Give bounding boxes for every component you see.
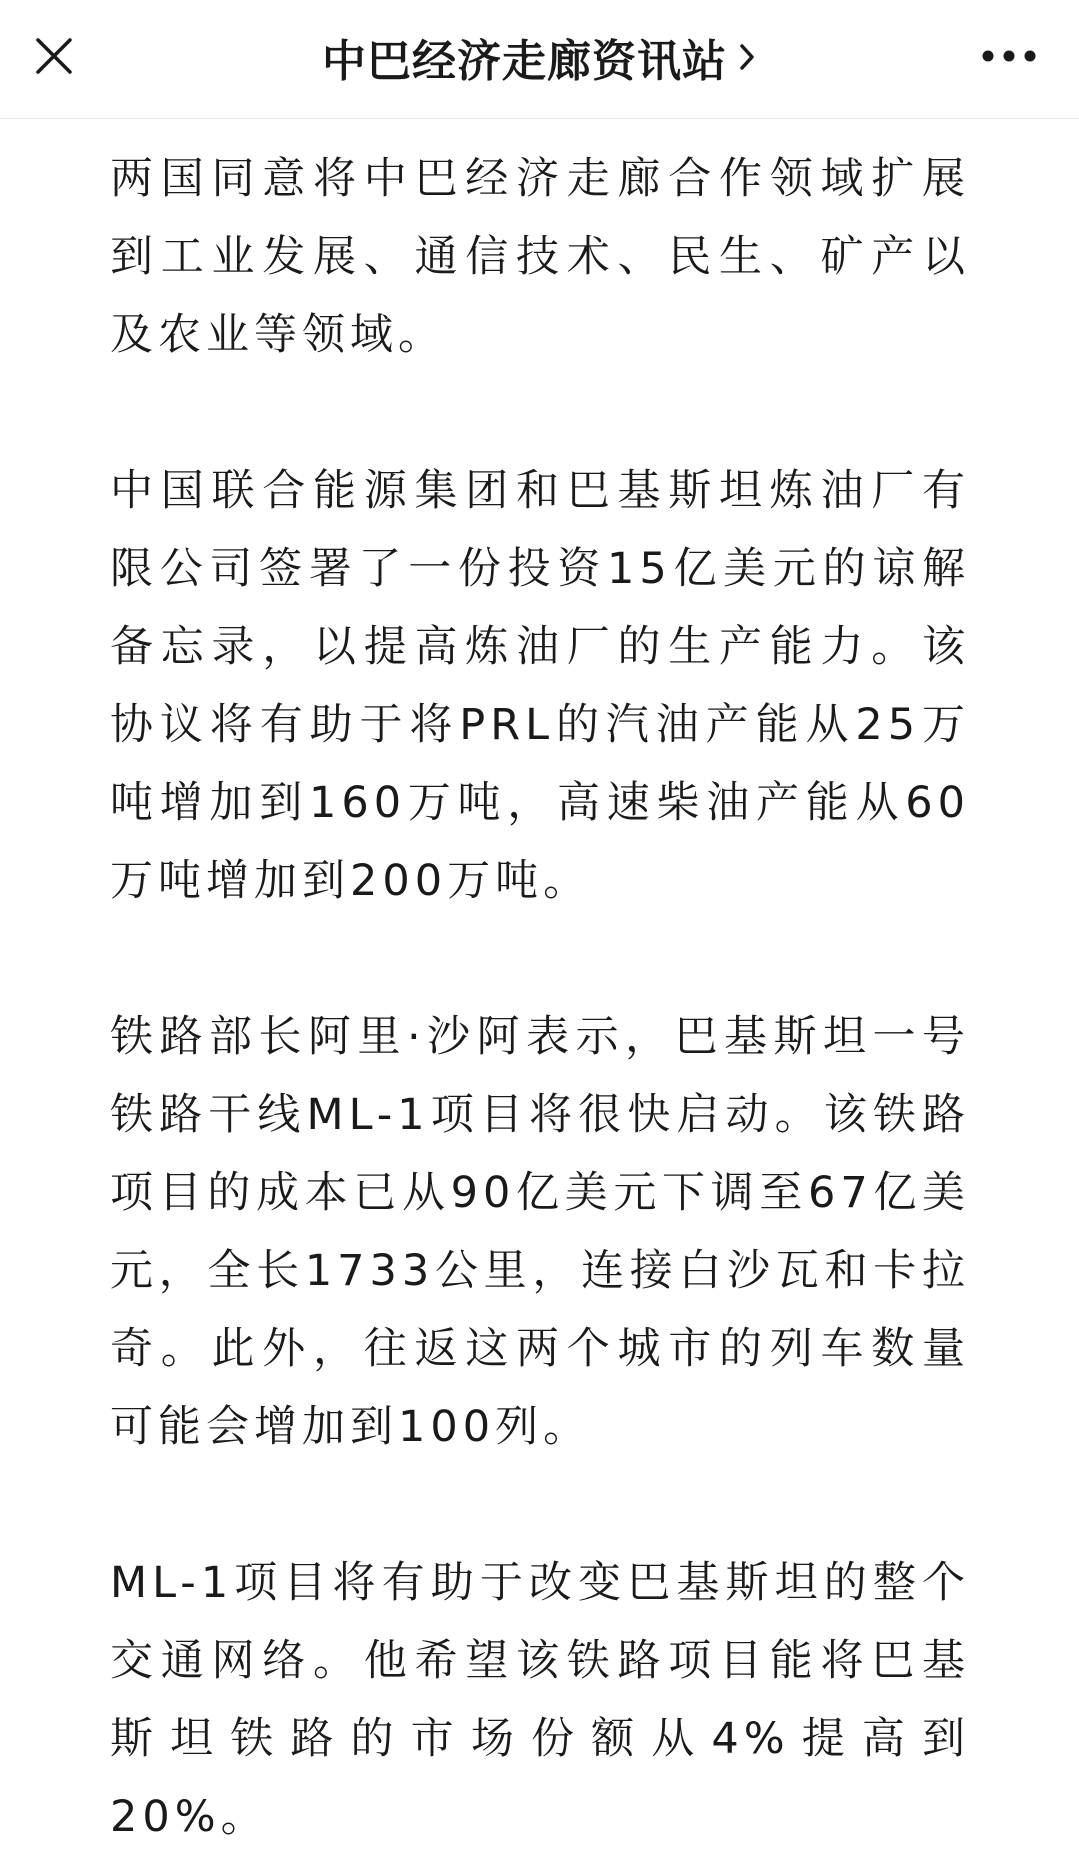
article-body: [110, 118, 970, 1842]
paragraph-spacer: [110, 920, 970, 998]
article-paragraph: ML-1项目将有助于改变巴基斯坦的整个交通网络。他希望该铁路项目能将巴基斯坦铁路的市场份额从4%提高到20%。: [110, 1558, 970, 1842]
article-paragraph: 铁路部长阿里·沙阿表示，巴基斯坦一号铁路干线ML-1项目将很快启动。该铁路项目的成本已从90亿美元下调至67亿美元，全长1733公里，连接白沙瓦和卡拉奇。此外，往返这两个城市的列车数量可能会增加到100列。: [110, 1012, 970, 1452]
article-paragraph: 两国同意将中巴经济走廊合作领域扩展到工业发展、通信技术、民生、矿产以及农业等领域。: [110, 154, 970, 360]
paragraph-spacer: [110, 374, 970, 452]
article-paragraph: 中国联合能源集团和巴基斯坦炼油厂有限公司签署了一份投资15亿美元的谅解备忘录，以提高炼油厂的生产能力。该协议将有助于将PRL的汽油产能从25万吨增加到160万吨，高速柴油产能从60万吨增加到200万吨。: [110, 466, 970, 906]
more-dots-icon: [981, 49, 1037, 63]
paragraph-spacer: [110, 1466, 970, 1544]
top-bar: [0, 0, 1079, 119]
page-title: 中巴经济走廊资讯站: [322, 36, 727, 87]
more-options-button[interactable]: [969, 24, 1049, 88]
account-title-link[interactable]: [0, 22, 1079, 92]
chevron-right-icon: [737, 42, 757, 72]
